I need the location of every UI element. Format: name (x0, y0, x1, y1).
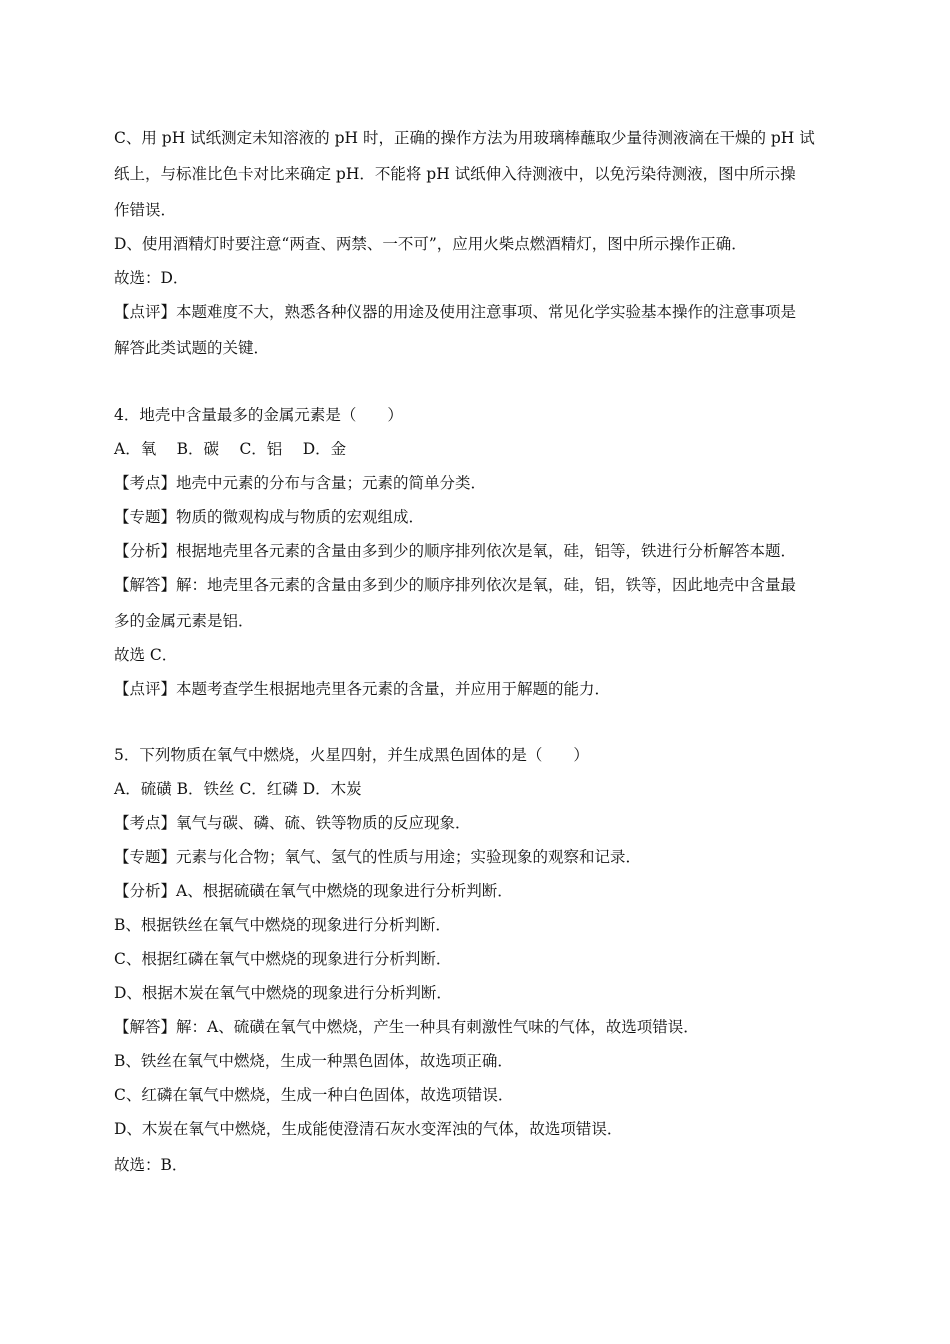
q5-kaodian: 【考点】氧气与碳、磷、硫、铁等物质的反应现象． (114, 814, 471, 832)
q3-comment-line-2: 解答此类试题的关键． (114, 339, 270, 357)
q4-kaodian: 【考点】地壳中元素的分布与含量；元素的简单分类． (114, 474, 487, 492)
q4-options: A．氧 B．碳 C．铝 D．金 (114, 440, 347, 458)
q4-answer: 故选 C． (114, 646, 178, 664)
q3-option-c-line-1: C、用 pH 试纸测定未知溶液的 pH 时，正确的操作方法为用玻璃棒蘸取少量待测液滴在干燥的 pH 试 (114, 129, 815, 147)
q5-fenxi-d: D、根据木炭在氧气中燃烧的现象进行分析判断． (114, 984, 452, 1002)
q4-jieda-line-2: 多的金属元素是铝． (114, 612, 254, 630)
q5-jieda-d: D、木炭在氧气中燃烧，生成能使澄清石灰水变浑浊的气体，故选项错误． (114, 1120, 623, 1138)
q3-option-c-line-3: 作错误． (114, 201, 177, 219)
q5-jieda-c: C、红磷在氧气中燃烧，生成一种白色固体，故选项错误． (114, 1086, 514, 1104)
q5-zhuanti: 【专题】元素与化合物；氧气、氢气的性质与用途；实验现象的观察和记录． (114, 848, 642, 866)
q5-question: 5．下列物质在氧气中燃烧，火星四射，并生成黑色固体的是（ ） (114, 746, 589, 764)
q4-comment: 【点评】本题考查学生根据地壳里各元素的含量，并应用于解题的能力． (114, 680, 611, 698)
q5-fenxi-c: C、根据红磷在氧气中燃烧的现象进行分析判断． (114, 950, 452, 968)
q3-option-d-line: D、使用酒精灯时要注意“两查、两禁、一不可”，应用火柴点燃酒精灯，图中所示操作正确． (114, 235, 747, 253)
q5-answer: 故选：B． (114, 1156, 188, 1174)
q3-comment-line-1: 【点评】本题难度不大，熟悉各种仪器的用途及使用注意事项、常见化学实验基本操作的注意事项是 (114, 303, 797, 321)
q3-answer: 故选：D． (114, 269, 189, 287)
q5-jieda-a: 【解答】解：A、硫磺在氧气中燃烧，产生一种具有刺激性气味的气体，故选项错误． (114, 1018, 699, 1036)
q5-fenxi-b: B、根据铁丝在氧气中燃烧的现象进行分析判断． (114, 916, 451, 934)
q4-zhuanti: 【专题】物质的微观构成与物质的宏观组成． (114, 508, 425, 526)
q4-fenxi: 【分析】根据地壳里各元素的含量由多到少的顺序排列依次是氧，硅，铝等，铁进行分析解答本题． (114, 542, 797, 560)
q5-fenxi-a: 【分析】A、根据硫磺在氧气中燃烧的现象进行分析判断． (114, 882, 513, 900)
q5-jieda-b: B、铁丝在氧气中燃烧，生成一种黑色固体，故选项正确． (114, 1052, 513, 1070)
q5-options: A．硫磺 B．铁丝 C．红磷 D．木炭 (114, 780, 362, 798)
q3-option-c-line-2: 纸上，与标准比色卡对比来确定 pH．不能将 pH 试纸伸入待测液中，以免污染待测液，图中所示操 (114, 165, 796, 183)
q4-question: 4．地壳中含量最多的金属元素是（ ） (114, 406, 403, 424)
q4-jieda-line-1: 【解答】解：地壳里各元素的含量由多到少的顺序排列依次是氧，硅，铝，铁等，因此地壳中含量最 (114, 576, 797, 594)
